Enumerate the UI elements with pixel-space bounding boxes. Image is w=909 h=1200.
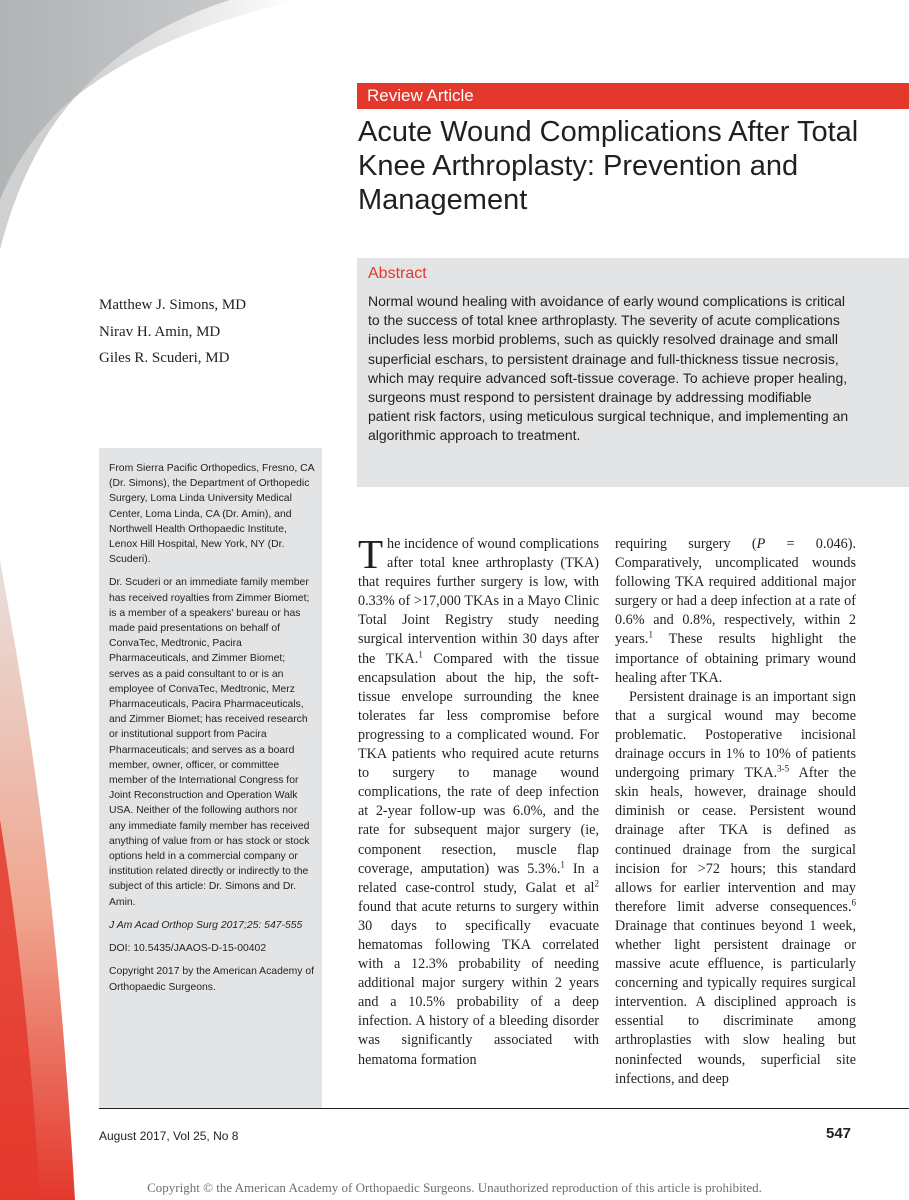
reference-marker: 6 [851,897,856,908]
copyright-note: Copyright 2017 by the American Academy of Orthopaedic Surgeons. [109,966,315,993]
body-text: After the skin heals, however, drainage should diminish or cease. Persistent wound drainage after TKA is defined as continued drainage from the surgical incision for >72 hours; this standard allows for earlier intervention and may therefore limit adverse consequences. [615,765,856,915]
reference-marker: 1 [560,858,565,869]
body-text: found that acute returns to surgery within 30 days to specifically evacuate hematomas following TKA correlated with a 12.3% probability of needing additional major surgery within 2 years and a 10.5% probability of a deep infection. A history of a bleeding disorder was significantly associated with hematoma formation [358,898,599,1068]
disclosures-text: Dr. Scuderi or an immediate family member has received royalties from Zimmer Biomet; is a member of a speakers' bureau or has made paid presentations on behalf of ConvaTec, Medtronic, Pacira Pharmaceuticals, and Zimmer Biomet; serves as a paid consultant to or is an employee of ConvaTec, Medtronic, Merz Pharmaceuticals, Pacira Pharmaceuticals, and Zimmer Biomet; has received research or institutional support from Pacira Pharmaceuticals; and serves as a board member, owner, officer, or committee member of the International Congress for Joint Reconstruction and Operation Walk USA. Neither of the following authors nor any immediate family member has received anything of value from or has stock or stock options held in a commercial company or institution related directly or indirectly to the subject of this article: Dr. Simons and Dr. Amin. [109,577,310,908]
article-type-banner [357,83,909,109]
body-column-2 [615,535,856,1089]
body-paragraph [615,688,856,1089]
footer-divider [99,1108,909,1109]
body-text: = 0.046). Comparatively, uncomplicated wounds following TKA required additional major surgery or had a deep infection at a rate of 0.6% and 0.8%, respectively, within 2 years. [615,536,856,648]
abstract-heading: Abstract [368,265,427,282]
article-type-label: Review Article [367,86,474,105]
page-number: 547 [826,1125,852,1142]
drop-cap: T [358,531,384,577]
author-list [99,292,246,372]
reference-marker: 1 [648,629,653,640]
body-paragraph [615,535,856,688]
author-name: Giles R. Scuderi, MD [99,350,230,366]
body-text-italic: P [756,536,766,552]
abstract-panel [357,258,909,487]
article-info-sidebar [99,448,322,1108]
author-name: Matthew J. Simons, MD [99,297,247,313]
body-text: Compared with the tissue encapsulation about the hip, the soft-tissue envelope surrounding the knee tolerates far less compromise before progressing to a complicated wound. For TKA patients who required acute returns to surgery to manage wound complications, the rate of deep infection at 2-year follow-up was 6.0%, and the rate for subsequent major surgery (ie, component resection, muscle flap coverage, amputation) was 5.3%. [358,650,599,877]
article-title: Acute Wound Complications After Total Knee Arthroplasty: Prevention and Management [358,116,859,216]
body-text: These results highlight the importance of obtaining primary wound healing after TKA. [615,631,856,686]
affiliations-text: From Sierra Pacific Orthopedics, Fresno, CA (Dr. Simons), the Department of Orthopedic Surgery, Loma Linda University Medical Center, Loma Linda, CA (Dr. Amin), and Northwell Health Orthopaedic Institute, Lenox Hill Hospital, New York, NY (Dr. Scuderi). [109,463,314,566]
reference-marker: 3-5 [777,763,790,774]
body-paragraph [358,531,600,1070]
body-column-1 [358,531,600,1070]
body-text: In a related case-control study, Galat et al [358,860,599,896]
issue-info: August 2017, Vol 25, No 8 [99,1129,239,1143]
body-text: he incidence of wound complications after total knee arthroplasty (TKA) that requires further surgery is low, with 0.33% of >17,000 TKAs in a Mayo Clinic Total Joint Registry study needing surgical intervention within 30 days after the TKA. [358,536,600,667]
body-text: Drainage that continues beyond 1 week, whether light persistent drainage or massive acute effluence, is particularly concerning and typically requires surgical intervention. A disciplined approach is essential to discriminate among arthroplasties with slow healing but noninfected wounds, superficial site infections, and deep [615,917,856,1087]
reference-marker: 2 [594,877,599,888]
body-text: requiring surgery ( [615,536,757,552]
doi-text: DOI: 10.5435/JAAOS-D-15-00402 [109,943,267,955]
citation-text: J Am Acad Orthop Surg 2017;25: 547-555 [109,919,303,931]
author-name: Nirav H. Amin, MD [99,323,221,340]
body-text: Persistent drainage is an important sign that a surgical wound may become problematic. Postoperative incisional drainage occurs in 1% to 10% of patients undergoing primary TKA. [615,688,856,782]
reference-marker: 1 [418,648,423,659]
abstract-text: Normal wound healing with avoidance of early wound complications is critical to the success of total knee arthroplasty. The severity of acute complications includes less morbid problems, such as quickly resolved drainage and small superficial eschars, to persistent drainage and full-thickness tissue necrosis, which may require advanced soft-tissue coverage. To achieve proper healing, surgeons must respond to persistent drainage by addressing modifiable patient risk factors, using meticulous surgical technique, and implementing an algorithmic approach to treatment. [368,293,849,444]
copyright-footer: Copyright © the American Academy of Orthopaedic Surgeons. Unauthorized reproduction of this article is prohibited. [147,1180,762,1195]
